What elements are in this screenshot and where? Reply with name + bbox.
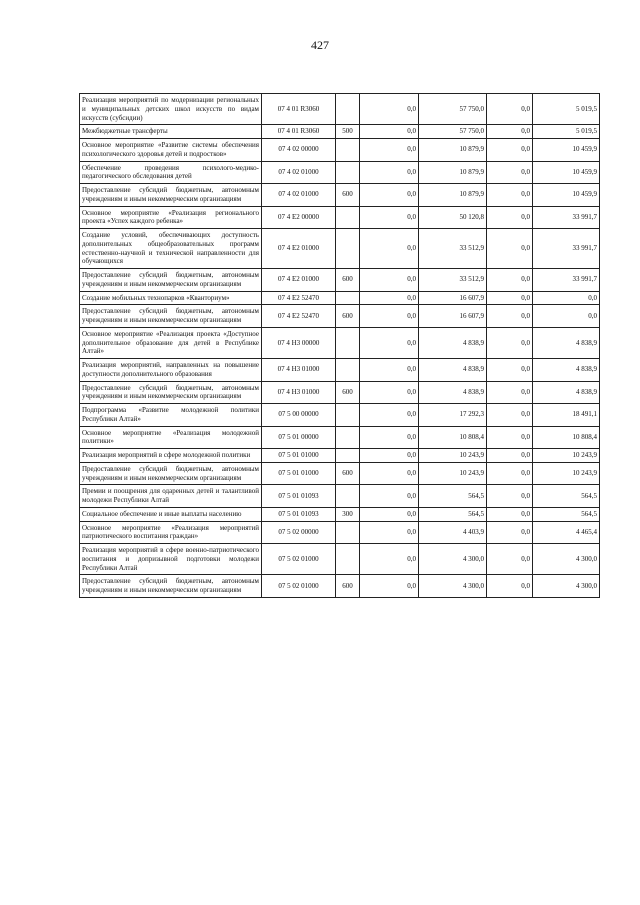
row-code-cell: 07 4 E2 00000 <box>262 206 336 229</box>
table-row <box>80 229 600 269</box>
row-expense-type-cell: 300 <box>336 507 360 521</box>
row-code-cell: 07 5 01 01093 <box>262 507 336 521</box>
row-code-cell: 07 4 H3 01000 <box>262 359 336 382</box>
row-code-cell: 07 4 02 01000 <box>262 184 336 207</box>
row-name-cell: Предоставление субсидий бюджетным, автономным учреждениям и иным некоммерческим организациям <box>80 462 262 485</box>
row-code-cell: 07 4 H3 01000 <box>262 381 336 404</box>
row-value-1-cell: 0,0 <box>360 291 419 305</box>
row-value-3-cell: 0,0 <box>487 404 533 427</box>
table-row <box>80 521 600 544</box>
row-value-3-cell: 0,0 <box>487 291 533 305</box>
row-value-3-cell: 0,0 <box>487 485 533 508</box>
table-row <box>80 291 600 305</box>
row-value-2-cell: 10 243,9 <box>419 449 487 463</box>
row-name-cell: Премии и поощрения для одаренных детей и талантливой молодежи Республики Алтай <box>80 485 262 508</box>
row-expense-type-cell <box>336 327 360 358</box>
row-value-4-cell: 33 991,7 <box>533 269 600 292</box>
row-expense-type-cell <box>336 426 360 449</box>
row-value-1-cell: 0,0 <box>360 327 419 358</box>
row-value-3-cell: 0,0 <box>487 161 533 184</box>
row-value-3-cell: 0,0 <box>487 449 533 463</box>
row-value-4-cell: 0,0 <box>533 291 600 305</box>
row-expense-type-cell: 600 <box>336 184 360 207</box>
row-code-cell: 07 4 E2 52470 <box>262 291 336 305</box>
row-value-3-cell: 0,0 <box>487 305 533 328</box>
row-code-cell: 07 4 02 01000 <box>262 161 336 184</box>
row-value-2-cell: 4 403,9 <box>419 521 487 544</box>
table-row <box>80 575 600 598</box>
row-value-3-cell: 0,0 <box>487 381 533 404</box>
row-value-2-cell: 16 607,9 <box>419 291 487 305</box>
row-value-2-cell: 16 607,9 <box>419 305 487 328</box>
row-value-1-cell: 0,0 <box>360 161 419 184</box>
table-row <box>80 94 600 125</box>
row-value-3-cell: 0,0 <box>487 327 533 358</box>
row-value-2-cell: 57 750,0 <box>419 125 487 139</box>
table-row <box>80 404 600 427</box>
page-number: 427 <box>311 38 329 52</box>
row-value-3-cell: 0,0 <box>487 521 533 544</box>
budget-table <box>79 93 600 598</box>
row-value-3-cell: 0,0 <box>487 575 533 598</box>
row-code-cell: 07 5 01 01000 <box>262 462 336 485</box>
row-code-cell: 07 4 H3 00000 <box>262 327 336 358</box>
row-value-1-cell: 0,0 <box>360 184 419 207</box>
row-value-1-cell: 0,0 <box>360 94 419 125</box>
row-value-1-cell: 0,0 <box>360 507 419 521</box>
row-value-4-cell: 10 243,9 <box>533 449 600 463</box>
row-value-1-cell: 0,0 <box>360 305 419 328</box>
row-expense-type-cell <box>336 404 360 427</box>
row-value-4-cell: 10 243,9 <box>533 462 600 485</box>
row-name-cell: Межбюджетные трансферты <box>80 125 262 139</box>
row-value-4-cell: 10 459,9 <box>533 161 600 184</box>
row-value-4-cell: 564,5 <box>533 507 600 521</box>
table-row <box>80 462 600 485</box>
row-code-cell: 07 4 E2 52470 <box>262 305 336 328</box>
row-value-2-cell: 10 808,4 <box>419 426 487 449</box>
row-expense-type-cell <box>336 544 360 575</box>
row-value-1-cell: 0,0 <box>360 426 419 449</box>
row-value-4-cell: 5 019,5 <box>533 125 600 139</box>
row-value-2-cell: 10 879,9 <box>419 161 487 184</box>
row-name-cell: Создание мобильных технопарков «Кванториум» <box>80 291 262 305</box>
row-code-cell: 07 5 01 00000 <box>262 426 336 449</box>
row-value-1-cell: 0,0 <box>360 575 419 598</box>
row-name-cell: Создание условий, обеспечивающих доступность дополнительных общеобразовательных программ естественно-научной и технической направленности для обучающихся <box>80 229 262 269</box>
row-value-2-cell: 4 300,0 <box>419 544 487 575</box>
row-value-1-cell: 0,0 <box>360 544 419 575</box>
row-expense-type-cell <box>336 485 360 508</box>
row-value-1-cell: 0,0 <box>360 125 419 139</box>
row-name-cell: Предоставление субсидий бюджетным, автономным учреждениям и иным некоммерческим организациям <box>80 269 262 292</box>
row-expense-type-cell: 600 <box>336 575 360 598</box>
row-value-4-cell: 4 838,9 <box>533 327 600 358</box>
row-value-4-cell: 5 019,5 <box>533 94 600 125</box>
row-code-cell: 07 4 01 R3060 <box>262 125 336 139</box>
row-value-1-cell: 0,0 <box>360 359 419 382</box>
row-name-cell: Основное мероприятие «Реализация проекта «Доступное дополнительное образование для детей в Республике Алтай» <box>80 327 262 358</box>
row-code-cell: 07 5 00 00000 <box>262 404 336 427</box>
row-value-2-cell: 10 879,9 <box>419 139 487 162</box>
row-value-4-cell: 4 465,4 <box>533 521 600 544</box>
row-name-cell: Реализация мероприятий, направленных на повышение доступности дополнительного образования <box>80 359 262 382</box>
row-expense-type-cell <box>336 206 360 229</box>
table-row <box>80 426 600 449</box>
table-row <box>80 139 600 162</box>
row-value-1-cell: 0,0 <box>360 229 419 269</box>
row-value-4-cell: 33 991,7 <box>533 229 600 269</box>
row-name-cell: Социальное обеспечение и иные выплаты населению <box>80 507 262 521</box>
row-value-4-cell: 10 459,9 <box>533 184 600 207</box>
table-row <box>80 449 600 463</box>
row-value-2-cell: 57 750,0 <box>419 94 487 125</box>
row-code-cell: 07 5 02 00000 <box>262 521 336 544</box>
row-expense-type-cell: 600 <box>336 462 360 485</box>
row-code-cell: 07 5 01 01000 <box>262 449 336 463</box>
row-value-4-cell: 10 459,9 <box>533 139 600 162</box>
row-name-cell: Обеспечение проведения психолого-медико-педагогического обследования детей <box>80 161 262 184</box>
row-code-cell: 07 4 E2 01000 <box>262 269 336 292</box>
row-value-1-cell: 0,0 <box>360 485 419 508</box>
row-value-4-cell: 4 300,0 <box>533 544 600 575</box>
row-expense-type-cell <box>336 291 360 305</box>
table-row <box>80 327 600 358</box>
row-value-2-cell: 33 512,9 <box>419 269 487 292</box>
row-name-cell: Подпрограмма «Развитие молодежной политики Республики Алтай» <box>80 404 262 427</box>
row-name-cell: Предоставление субсидий бюджетным, автономным учреждениям и иным некоммерческим организациям <box>80 184 262 207</box>
table-body <box>80 94 600 598</box>
table-row <box>80 305 600 328</box>
row-value-1-cell: 0,0 <box>360 449 419 463</box>
row-value-1-cell: 0,0 <box>360 462 419 485</box>
row-name-cell: Основное мероприятие «Развитие системы обеспечения психологического здоровья детей и подростков» <box>80 139 262 162</box>
row-expense-type-cell <box>336 139 360 162</box>
row-code-cell: 07 5 01 01093 <box>262 485 336 508</box>
row-value-3-cell: 0,0 <box>487 139 533 162</box>
row-value-2-cell: 564,5 <box>419 485 487 508</box>
table-row <box>80 161 600 184</box>
row-value-4-cell: 564,5 <box>533 485 600 508</box>
row-name-cell: Предоставление субсидий бюджетным, автономным учреждениям и иным некоммерческим организациям <box>80 575 262 598</box>
row-value-1-cell: 0,0 <box>360 381 419 404</box>
row-value-2-cell: 10 243,9 <box>419 462 487 485</box>
row-expense-type-cell <box>336 94 360 125</box>
row-name-cell: Основное мероприятие «Реализация регионального проекта «Успех каждого ребенка» <box>80 206 262 229</box>
row-value-4-cell: 4 838,9 <box>533 381 600 404</box>
row-value-2-cell: 4 838,9 <box>419 359 487 382</box>
row-value-3-cell: 0,0 <box>487 94 533 125</box>
row-expense-type-cell <box>336 521 360 544</box>
row-expense-type-cell <box>336 449 360 463</box>
row-value-3-cell: 0,0 <box>487 544 533 575</box>
row-value-4-cell: 0,0 <box>533 305 600 328</box>
row-value-3-cell: 0,0 <box>487 184 533 207</box>
row-value-3-cell: 0,0 <box>487 206 533 229</box>
row-name-cell: Основное мероприятие «Реализация молодежной политики» <box>80 426 262 449</box>
row-name-cell: Основное мероприятие «Реализация мероприятий патриотического воспитания граждан» <box>80 521 262 544</box>
row-name-cell: Реализация мероприятий в сфере военно-патриотического воспитания и допризывной подготовки молодежи Республики Алтай <box>80 544 262 575</box>
row-expense-type-cell <box>336 229 360 269</box>
row-value-2-cell: 564,5 <box>419 507 487 521</box>
row-value-2-cell: 4 838,9 <box>419 381 487 404</box>
row-expense-type-cell: 600 <box>336 269 360 292</box>
row-value-3-cell: 0,0 <box>487 269 533 292</box>
row-value-3-cell: 0,0 <box>487 229 533 269</box>
row-value-4-cell: 4 838,9 <box>533 359 600 382</box>
row-code-cell: 07 5 02 01000 <box>262 575 336 598</box>
row-expense-type-cell <box>336 359 360 382</box>
row-value-3-cell: 0,0 <box>487 462 533 485</box>
row-code-cell: 07 4 E2 01000 <box>262 229 336 269</box>
table-row <box>80 381 600 404</box>
row-expense-type-cell: 600 <box>336 305 360 328</box>
row-value-4-cell: 4 300,0 <box>533 575 600 598</box>
row-name-cell: Реализация мероприятий в сфере молодежной политики <box>80 449 262 463</box>
row-code-cell: 07 5 02 01000 <box>262 544 336 575</box>
table-row <box>80 269 600 292</box>
row-name-cell: Предоставление субсидий бюджетным, автономным учреждениям и иным некоммерческим организациям <box>80 381 262 404</box>
row-value-4-cell: 18 491,1 <box>533 404 600 427</box>
table-row <box>80 184 600 207</box>
row-value-2-cell: 17 292,3 <box>419 404 487 427</box>
table-row <box>80 359 600 382</box>
table-row <box>80 507 600 521</box>
row-name-cell: Предоставление субсидий бюджетным, автономным учреждениям и иным некоммерческим организациям <box>80 305 262 328</box>
row-name-cell: Реализация мероприятий по модернизации региональных и муниципальных детских школ искусств по видам искусств (субсидии) <box>80 94 262 125</box>
table-row <box>80 125 600 139</box>
table-row <box>80 485 600 508</box>
row-code-cell: 07 4 01 R3060 <box>262 94 336 125</box>
row-value-3-cell: 0,0 <box>487 507 533 521</box>
table-row <box>80 544 600 575</box>
row-value-2-cell: 4 838,9 <box>419 327 487 358</box>
row-value-1-cell: 0,0 <box>360 139 419 162</box>
row-value-2-cell: 50 120,8 <box>419 206 487 229</box>
row-value-1-cell: 0,0 <box>360 404 419 427</box>
row-value-3-cell: 0,0 <box>487 125 533 139</box>
row-value-2-cell: 10 879,9 <box>419 184 487 207</box>
row-value-1-cell: 0,0 <box>360 206 419 229</box>
row-value-2-cell: 33 512,9 <box>419 229 487 269</box>
row-value-4-cell: 10 808,4 <box>533 426 600 449</box>
row-value-2-cell: 4 300,0 <box>419 575 487 598</box>
table-row <box>80 206 600 229</box>
row-expense-type-cell: 500 <box>336 125 360 139</box>
row-expense-type-cell: 600 <box>336 381 360 404</box>
row-value-3-cell: 0,0 <box>487 359 533 382</box>
row-value-3-cell: 0,0 <box>487 426 533 449</box>
row-value-1-cell: 0,0 <box>360 269 419 292</box>
row-code-cell: 07 4 02 00000 <box>262 139 336 162</box>
row-value-1-cell: 0,0 <box>360 521 419 544</box>
row-value-4-cell: 33 991,7 <box>533 206 600 229</box>
row-expense-type-cell <box>336 161 360 184</box>
